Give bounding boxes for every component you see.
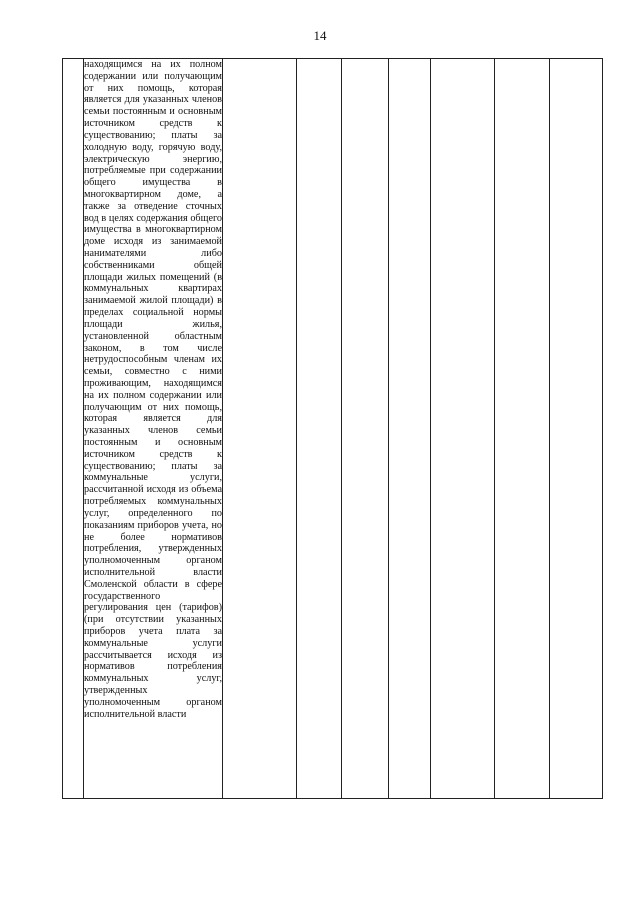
- page-number: 14: [313, 28, 327, 43]
- table-cell-empty: [342, 59, 389, 799]
- table-cell-empty: [389, 59, 431, 799]
- table-cell-empty: [223, 59, 297, 799]
- table-cell-empty: [431, 59, 495, 799]
- table-cell-empty: [495, 59, 550, 799]
- document-table: [62, 58, 603, 799]
- table-cell-empty: [550, 59, 603, 799]
- table-cell-number: [63, 59, 84, 799]
- description-text: находящимся на их полном содержании или получающим от них помощь, которая является для указанных членов семьи постоянным и основным источником средств к существованию; платы за холодную воду, горячую воду, электрическую энергию, потребляемые при содержании общего имущества в многоквартирном доме, а также за отведение сточных вод в целях содержания общего имущества в многоквартирном доме исходя из занимаемой нанимателями либо собственниками общей площади жилых помещений (в коммунальных квартирах занимаемой жилой площади) в пределах социальной нормы площади жилья, установленной областным законом, в том числе нетрудоспособным членам их семьи, совместно с ними проживающим, находящимся на их полном содержании или получающим от них помощь, которая является для указанных членов семьи постоянным и основным источником средств к существованию; платы за коммунальные услуги, рассчитанной исходя из объема потребляемых коммунальных услуг, определенного по показаниям приборов учета, но не более нормативов потребления, утвержденных уполномоченным органом исполнительной власти Смоленской области в сфере государственного регулирования цен (тарифов) (при отсутствии указанных приборов учета плата за коммунальные услуги рассчитывается исходя из нормативов потребления коммунальных услуг, утвержденных уполномоченным органом исполнительной власти: [84, 59, 222, 720]
- table-cell-empty: [297, 59, 342, 799]
- table-cell-description: [84, 59, 223, 799]
- table-row: [63, 59, 603, 799]
